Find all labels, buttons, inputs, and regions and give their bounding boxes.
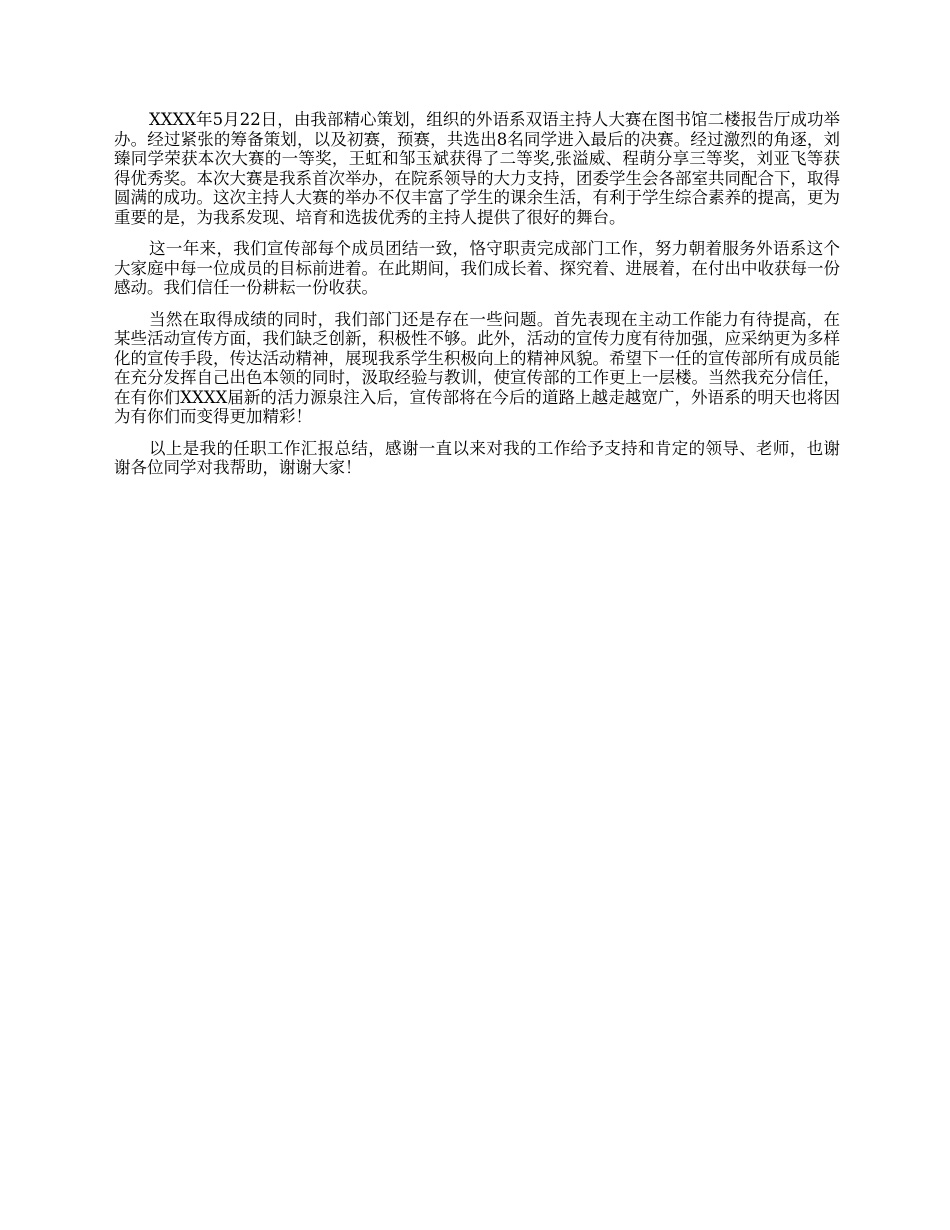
paragraph-host-contest: XXXX年5月22日，由我部精心策划，组织的外语系双语主持人大赛在图书馆二楼报告厅成功举办。经过紧张的筹备策划，以及初赛，预赛，共选出8名同学进入最后的决赛。经过激烈的角逐，刘臻同学荣获本次大赛的一等奖，王虹和邹玉斌获得了二等奖,张溢威、程萌分享三等奖，刘亚飞等获得优秀奖。本次大赛是我系首次举办，在院系领导的大力支持，团委学生会各部室共同配合下，取得圆满的成功。这次主持人大赛的举办不仅丰富了学生的课余生活，有利于学生综合素养的提高，更为重要的是，为我系发现、培育和选拔优秀的主持人提供了很好的舞台。 bbox=[114, 110, 840, 227]
paragraph-closing-thanks: 以上是我的任职工作汇报总结，感谢一直以来对我的工作给予支持和肯定的领导、老师，也谢谢各位同学对我帮助，谢谢大家！ bbox=[114, 438, 840, 477]
paragraph-problems: 当然在取得成绩的同时，我们部门还是存在一些问题。首先表现在主动工作能力有待提高，在某些活动宣传方面，我们缺乏创新，积极性不够。此外，活动的宣传力度有待加强，应采纳更为多样化的宣传手段，传达活动精神，展现我系学生积极向上的精神风貌。希望下一任的宣传部所有成员能在充分发挥自己出色本领的同时，汲取经验与教训，使宣传部的工作更上一层楼。当然我充分信任，在有你们XXXX届新的活力源泉注入后，宣传部将在今后的道路上越走越宽广，外语系的明天也将因为有你们而变得更加精彩！ bbox=[114, 309, 840, 426]
document-page bbox=[114, 110, 840, 490]
paragraph-year-review: 这一年来，我们宣传部每个成员团结一致，恪守职责完成部门工作，努力朝着服务外语系这个大家庭中每一位成员的目标前进着。在此期间，我们成长着、探究着、进展着，在付出中收获每一份感动。我们信任一份耕耘一份收获。 bbox=[114, 239, 840, 297]
